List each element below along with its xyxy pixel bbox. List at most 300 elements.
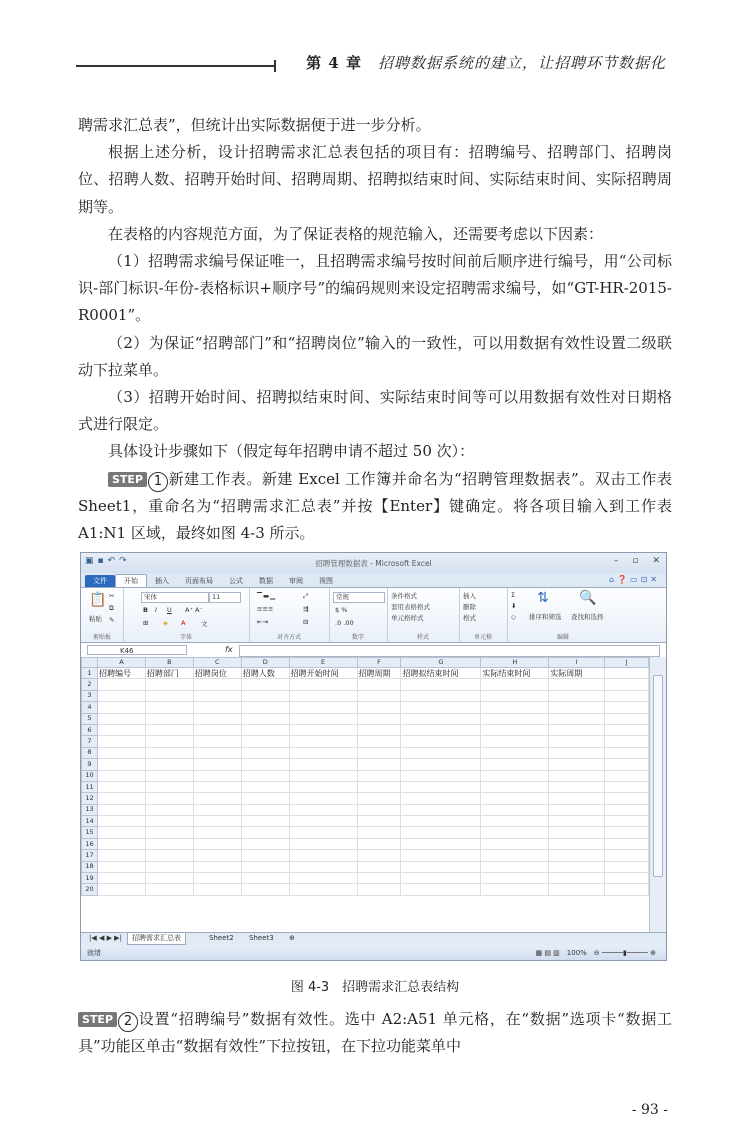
cell[interactable] — [193, 850, 241, 861]
cell[interactable] — [97, 679, 145, 690]
cell[interactable] — [549, 804, 605, 815]
phonetic-icon[interactable]: 文 — [201, 620, 208, 628]
column-header-g[interactable]: G — [401, 658, 481, 668]
row-header[interactable]: 15 — [82, 827, 98, 838]
cell[interactable] — [401, 713, 481, 724]
cell[interactable] — [289, 736, 357, 747]
cell[interactable] — [289, 702, 357, 713]
row-header[interactable]: 17 — [82, 850, 98, 861]
cell-style-button[interactable]: 单元格样式 — [391, 614, 424, 622]
tab-data[interactable]: 数据 — [259, 577, 273, 585]
cell[interactable] — [145, 724, 193, 735]
cell[interactable] — [549, 724, 605, 735]
column-header-c[interactable]: C — [193, 658, 241, 668]
cell[interactable] — [401, 759, 481, 770]
merge-icon[interactable]: ⊟ — [303, 618, 309, 626]
cell[interactable] — [401, 884, 481, 895]
vertical-align-icons[interactable]: ▔▬▁ — [257, 592, 277, 600]
cell[interactable] — [193, 816, 241, 827]
cell[interactable] — [481, 702, 549, 713]
cell[interactable] — [289, 781, 357, 792]
wrap-text-icon[interactable]: ⇶ — [303, 605, 309, 613]
font-grow-icon[interactable]: A⁺ A⁻ — [185, 606, 203, 614]
cell[interactable] — [401, 804, 481, 815]
cell[interactable] — [481, 690, 549, 701]
cell[interactable] — [481, 838, 549, 849]
autosum-icon[interactable]: Σ — [511, 591, 516, 599]
tab-file[interactable]: 文件 — [85, 575, 115, 587]
cell[interactable] — [193, 793, 241, 804]
window-title: 招聘管理数据表 - Microsoft Excel — [315, 559, 432, 568]
cell[interactable] — [481, 861, 549, 872]
save-icon[interactable]: ▪ — [97, 556, 104, 566]
cell[interactable] — [357, 747, 401, 758]
cell[interactable] — [605, 702, 649, 713]
cell[interactable] — [605, 759, 649, 770]
cell[interactable] — [241, 770, 289, 781]
cell[interactable] — [97, 804, 145, 815]
cell[interactable] — [241, 747, 289, 758]
cell[interactable] — [241, 873, 289, 884]
cell[interactable] — [97, 781, 145, 792]
row-header[interactable]: 1 — [82, 668, 98, 679]
conditional-format-button[interactable]: 条件格式 — [391, 592, 417, 600]
cell[interactable] — [97, 747, 145, 758]
cell[interactable] — [401, 690, 481, 701]
new-sheet-icon[interactable]: ⊕ — [289, 934, 295, 942]
cell[interactable] — [193, 702, 241, 713]
underline-icon[interactable]: U — [167, 606, 172, 614]
font-size-select[interactable]: 11 — [209, 592, 241, 603]
cell[interactable] — [241, 736, 289, 747]
cell[interactable] — [401, 838, 481, 849]
table-format-button[interactable]: 套用表格格式 — [391, 603, 430, 611]
cell[interactable] — [145, 679, 193, 690]
cell[interactable] — [241, 781, 289, 792]
column-header-f[interactable]: F — [357, 658, 401, 668]
cell[interactable] — [481, 781, 549, 792]
cell[interactable] — [145, 770, 193, 781]
row-header[interactable]: 3 — [82, 690, 98, 701]
cell[interactable] — [241, 690, 289, 701]
cell[interactable] — [193, 770, 241, 781]
clear-icon[interactable]: ◇ — [511, 613, 516, 621]
row-header[interactable]: 4 — [82, 702, 98, 713]
cut-icon[interactable]: ✂ — [109, 592, 115, 600]
cell[interactable] — [357, 759, 401, 770]
indent-icons[interactable]: ⇤⇥ — [257, 618, 268, 626]
cell[interactable] — [357, 827, 401, 838]
tab-insert[interactable]: 插入 — [155, 577, 169, 585]
sheet-nav-icons[interactable]: |◀ ◀ ▶ ▶| — [89, 934, 122, 942]
cell[interactable] — [605, 781, 649, 792]
cell[interactable] — [605, 690, 649, 701]
row-header[interactable]: 9 — [82, 759, 98, 770]
cell[interactable] — [97, 690, 145, 701]
cell[interactable] — [193, 884, 241, 895]
row-header[interactable]: 19 — [82, 873, 98, 884]
cell[interactable] — [549, 713, 605, 724]
cell[interactable] — [401, 736, 481, 747]
cell[interactable] — [289, 679, 357, 690]
cell[interactable] — [357, 793, 401, 804]
cell[interactable] — [357, 724, 401, 735]
cell[interactable] — [549, 816, 605, 827]
cell[interactable] — [241, 759, 289, 770]
cell[interactable] — [481, 884, 549, 895]
decimal-icon[interactable]: .0 .00 — [335, 619, 354, 627]
cell[interactable] — [549, 793, 605, 804]
cell[interactable] — [289, 804, 357, 815]
cell[interactable] — [605, 861, 649, 872]
sort-filter-button[interactable]: 排序和筛选 — [529, 613, 562, 621]
cell[interactable] — [481, 804, 549, 815]
number-format-select[interactable]: 常规 — [333, 592, 385, 603]
delete-cells-button[interactable]: 删除 — [463, 603, 476, 611]
cell[interactable] — [549, 781, 605, 792]
fill-color-icon[interactable]: ◈ — [163, 619, 168, 627]
format-painter-icon[interactable]: ✎ — [109, 616, 115, 624]
currency-icon[interactable]: $ % — [335, 606, 348, 614]
cell[interactable] — [145, 861, 193, 872]
cell[interactable] — [289, 690, 357, 701]
table-row — [82, 838, 649, 849]
cell[interactable] — [401, 747, 481, 758]
cell[interactable] — [357, 873, 401, 884]
cell[interactable] — [481, 747, 549, 758]
cell[interactable] — [401, 861, 481, 872]
row-header[interactable]: 12 — [82, 793, 98, 804]
cell[interactable]: 招聘编号 — [97, 668, 145, 679]
insert-cells-button[interactable]: 插入 — [463, 592, 476, 600]
cell[interactable] — [481, 724, 549, 735]
cell[interactable]: 招聘拟结束时间 — [401, 668, 481, 679]
help-icon[interactable]: ⌂❓▭⊡✕ — [608, 575, 660, 584]
cell[interactable]: 招聘岗位 — [193, 668, 241, 679]
cell[interactable] — [145, 884, 193, 895]
cell[interactable] — [193, 781, 241, 792]
cell[interactable] — [605, 668, 649, 679]
vertical-scrollbar[interactable] — [649, 657, 666, 932]
cell[interactable] — [241, 816, 289, 827]
cell[interactable] — [97, 816, 145, 827]
cell[interactable] — [357, 804, 401, 815]
cell[interactable] — [145, 702, 193, 713]
cell[interactable] — [549, 850, 605, 861]
cell[interactable] — [549, 702, 605, 713]
sheet-tab-2[interactable]: Sheet2 — [209, 934, 234, 942]
name-box[interactable]: K46 — [87, 645, 187, 655]
cell[interactable] — [241, 861, 289, 872]
maximize-icon[interactable]: ▫ — [632, 556, 639, 566]
cell[interactable] — [241, 713, 289, 724]
cell-table[interactable] — [81, 657, 649, 896]
cell[interactable] — [289, 713, 357, 724]
cell[interactable] — [193, 713, 241, 724]
row-header[interactable]: 20 — [82, 884, 98, 895]
cell[interactable] — [605, 747, 649, 758]
orientation-icon[interactable]: ⤢ — [303, 592, 309, 600]
row-header[interactable]: 18 — [82, 861, 98, 872]
cell[interactable] — [605, 804, 649, 815]
cell[interactable] — [145, 827, 193, 838]
cell[interactable] — [97, 884, 145, 895]
tab-page-layout[interactable]: 页面布局 — [185, 577, 213, 585]
close-icon[interactable]: ✕ — [652, 556, 660, 566]
cell[interactable] — [193, 690, 241, 701]
tab-formulas[interactable]: 公式 — [229, 577, 243, 585]
cell[interactable] — [549, 679, 605, 690]
cell[interactable] — [97, 793, 145, 804]
cell[interactable] — [605, 816, 649, 827]
cell[interactable] — [289, 770, 357, 781]
cell[interactable] — [481, 793, 549, 804]
group-label-font: 字体 — [179, 634, 192, 641]
cell[interactable] — [549, 838, 605, 849]
cell[interactable] — [193, 736, 241, 747]
border-icon[interactable]: ⊞ — [143, 619, 149, 627]
fx-icon[interactable]: fx — [225, 645, 233, 654]
cell[interactable] — [289, 838, 357, 849]
cell[interactable] — [605, 827, 649, 838]
cell[interactable] — [481, 816, 549, 827]
cell[interactable] — [241, 804, 289, 815]
cell[interactable] — [549, 747, 605, 758]
cell[interactable] — [357, 816, 401, 827]
font-name-select[interactable]: 宋体 — [141, 592, 209, 603]
cell[interactable] — [481, 770, 549, 781]
cell[interactable] — [357, 702, 401, 713]
cell[interactable] — [97, 838, 145, 849]
cell[interactable] — [549, 861, 605, 872]
cell[interactable] — [145, 759, 193, 770]
cell[interactable] — [605, 770, 649, 781]
cell[interactable] — [289, 861, 357, 872]
cell[interactable] — [241, 850, 289, 861]
cell[interactable] — [97, 702, 145, 713]
cell[interactable] — [241, 827, 289, 838]
cell[interactable] — [289, 747, 357, 758]
cell[interactable] — [145, 793, 193, 804]
cell[interactable] — [193, 827, 241, 838]
column-header-a[interactable]: A — [97, 658, 145, 668]
cell[interactable] — [357, 884, 401, 895]
cell[interactable] — [97, 736, 145, 747]
cell[interactable]: 招聘人数 — [241, 668, 289, 679]
cell[interactable] — [481, 736, 549, 747]
cell[interactable]: 招聘部门 — [145, 668, 193, 679]
cell[interactable] — [97, 827, 145, 838]
column-header-b[interactable]: B — [145, 658, 193, 668]
worksheet-grid[interactable] — [81, 657, 649, 932]
find-select-icon[interactable]: 🔍 — [579, 590, 597, 606]
cell[interactable] — [401, 724, 481, 735]
paste-button[interactable]: 粘贴 — [89, 615, 102, 623]
cell[interactable] — [193, 724, 241, 735]
cell[interactable] — [357, 781, 401, 792]
cell[interactable] — [605, 736, 649, 747]
cell[interactable] — [145, 736, 193, 747]
cell[interactable] — [357, 850, 401, 861]
cell[interactable] — [605, 713, 649, 724]
sheet-tab-1[interactable]: 招聘需求汇总表 — [127, 933, 186, 945]
copy-icon[interactable]: ⧉ — [109, 604, 114, 612]
redo-icon[interactable]: ↷ — [119, 556, 127, 566]
tab-view[interactable]: 视图 — [319, 577, 333, 585]
row-header[interactable]: 7 — [82, 736, 98, 747]
cell[interactable] — [97, 713, 145, 724]
cell[interactable] — [145, 873, 193, 884]
font-color-icon[interactable]: A — [181, 619, 186, 627]
cell[interactable] — [193, 759, 241, 770]
cell[interactable] — [481, 679, 549, 690]
cell[interactable] — [605, 850, 649, 861]
cell[interactable] — [241, 884, 289, 895]
table-row — [82, 668, 649, 679]
cell[interactable] — [401, 702, 481, 713]
cell[interactable] — [481, 759, 549, 770]
cell[interactable] — [549, 770, 605, 781]
cell[interactable] — [549, 736, 605, 747]
minimize-icon[interactable]: – — [613, 556, 619, 566]
cell[interactable] — [481, 713, 549, 724]
italic-icon[interactable]: I — [155, 606, 157, 614]
row-header[interactable]: 16 — [82, 838, 98, 849]
cell[interactable] — [97, 724, 145, 735]
cell[interactable] — [357, 770, 401, 781]
format-cells-button[interactable]: 格式 — [463, 614, 476, 622]
sheet-tab-3[interactable]: Sheet3 — [249, 934, 274, 942]
cell[interactable] — [289, 884, 357, 895]
cell[interactable] — [145, 747, 193, 758]
cell[interactable] — [193, 873, 241, 884]
cell[interactable] — [289, 816, 357, 827]
fill-icon[interactable]: ⬇ — [511, 602, 517, 610]
cell[interactable] — [145, 781, 193, 792]
cell[interactable] — [401, 770, 481, 781]
cell[interactable] — [357, 690, 401, 701]
find-select-button[interactable]: 查找和选择 — [571, 613, 604, 621]
zoom-level[interactable]: ▦ ▤ ▥ 100% ⊖ ─────▮───── ⊕ — [535, 949, 656, 957]
row-header[interactable]: 11 — [82, 781, 98, 792]
cell[interactable] — [481, 827, 549, 838]
cell[interactable] — [481, 850, 549, 861]
cell[interactable] — [145, 850, 193, 861]
cell[interactable] — [401, 793, 481, 804]
cell[interactable] — [401, 781, 481, 792]
cell[interactable] — [357, 713, 401, 724]
scrollbar-thumb[interactable] — [653, 675, 663, 877]
cell[interactable] — [145, 816, 193, 827]
cell[interactable] — [605, 873, 649, 884]
cell[interactable] — [605, 838, 649, 849]
row-header[interactable]: 13 — [82, 804, 98, 815]
tab-review[interactable]: 审阅 — [289, 577, 303, 585]
cell[interactable] — [289, 724, 357, 735]
cell[interactable] — [145, 690, 193, 701]
cell[interactable] — [605, 679, 649, 690]
cell[interactable] — [97, 850, 145, 861]
row-header[interactable]: 6 — [82, 724, 98, 735]
row-header[interactable]: 14 — [82, 816, 98, 827]
cell[interactable] — [401, 827, 481, 838]
row-header[interactable]: 5 — [82, 713, 98, 724]
column-header-h[interactable]: H — [481, 658, 549, 668]
cell[interactable] — [289, 873, 357, 884]
cell[interactable] — [549, 827, 605, 838]
cell[interactable] — [605, 724, 649, 735]
cell[interactable] — [549, 884, 605, 895]
cell[interactable] — [241, 838, 289, 849]
cell[interactable] — [289, 827, 357, 838]
formula-input[interactable] — [239, 645, 660, 657]
cell[interactable]: 招聘开始时间 — [289, 668, 357, 679]
cell[interactable] — [289, 793, 357, 804]
cell[interactable] — [357, 679, 401, 690]
cell[interactable] — [549, 690, 605, 701]
bold-icon[interactable]: B — [143, 606, 148, 614]
row-header[interactable]: 2 — [82, 679, 98, 690]
cell[interactable] — [145, 804, 193, 815]
cell[interactable] — [605, 884, 649, 895]
cell[interactable] — [193, 747, 241, 758]
column-header-i[interactable]: I — [549, 658, 605, 668]
cell[interactable] — [145, 713, 193, 724]
cell[interactable] — [193, 861, 241, 872]
cell[interactable] — [605, 793, 649, 804]
cell[interactable] — [193, 679, 241, 690]
cell[interactable]: 实际结束时间 — [481, 668, 549, 679]
row-header[interactable]: 8 — [82, 747, 98, 758]
cell[interactable] — [549, 759, 605, 770]
sort-filter-icon[interactable]: ⇅ — [537, 590, 549, 606]
row-header[interactable]: 10 — [82, 770, 98, 781]
tab-home[interactable]: 开始 — [115, 574, 147, 587]
cell[interactable] — [241, 793, 289, 804]
cell[interactable] — [289, 759, 357, 770]
cell[interactable]: 招聘周期 — [357, 668, 401, 679]
cell[interactable] — [97, 759, 145, 770]
cell[interactable] — [289, 850, 357, 861]
cell[interactable] — [481, 873, 549, 884]
select-all-corner[interactable] — [82, 658, 98, 668]
cell[interactable] — [241, 679, 289, 690]
undo-icon[interactable]: ↶ — [107, 556, 116, 566]
cell[interactable] — [401, 679, 481, 690]
cell[interactable] — [193, 804, 241, 815]
cell[interactable] — [357, 838, 401, 849]
cell[interactable] — [241, 724, 289, 735]
cell[interactable] — [97, 770, 145, 781]
cell[interactable] — [401, 873, 481, 884]
column-header-j[interactable]: J — [605, 658, 649, 668]
column-header-d[interactable]: D — [241, 658, 289, 668]
cell[interactable] — [97, 873, 145, 884]
column-header-e[interactable]: E — [289, 658, 357, 668]
paste-icon[interactable]: 📋 — [89, 592, 107, 608]
cell[interactable] — [401, 816, 481, 827]
cell[interactable] — [401, 850, 481, 861]
cell[interactable] — [97, 861, 145, 872]
cell[interactable] — [357, 861, 401, 872]
horizontal-align-icons[interactable]: ≡≡≡ — [257, 605, 274, 613]
cell[interactable] — [549, 873, 605, 884]
cell[interactable] — [193, 838, 241, 849]
cell[interactable]: 实际周期 — [549, 668, 605, 679]
cell[interactable] — [241, 702, 289, 713]
cell[interactable] — [357, 736, 401, 747]
cell[interactable] — [145, 838, 193, 849]
